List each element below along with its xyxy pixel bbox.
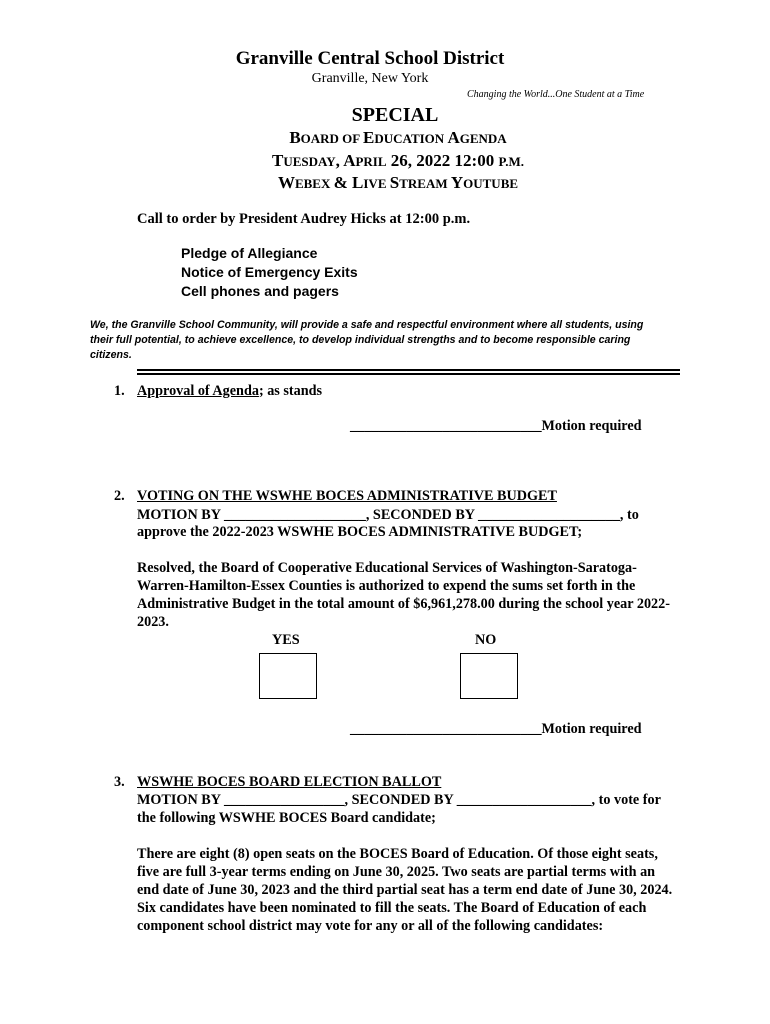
item1-rest: ; as stands	[258, 383, 323, 399]
item2-number: 2.	[114, 488, 125, 504]
item2-resolved-3: Administrative Budget in the total amount of $6,961,278.00 during the school year 2022-	[137, 596, 670, 612]
item3-body-3: end date of June 30, 2023 and the third partial seat has a term end date of June 30, 2024.	[137, 882, 673, 898]
district-title: Granville Central School District	[235, 48, 505, 69]
item2-title: VOTING ON THE WSWHE BOCES ADMINISTRATIVE BUDGET	[137, 488, 557, 504]
item3-motion-line: MOTION BY _________________, SECONDED BY ___________________, to vote for	[137, 792, 661, 808]
item1-heading	[137, 383, 322, 400]
item3-candidate-line: the following WSWHE BOCES Board candidate;	[137, 810, 436, 826]
item3-body-2: five are full 3-year terms ending on June 30, 2025. Two seats are partial terms with an	[137, 864, 656, 880]
yes-checkbox[interactable]	[259, 653, 317, 699]
no-checkbox[interactable]	[460, 653, 518, 699]
opening-item-pledge: Pledge of Allegiance	[181, 245, 318, 261]
opening-item-exits: Notice of Emergency Exits	[181, 264, 358, 280]
divider-top	[137, 369, 680, 371]
mission-line-1: We, the Granville School Community, will provide a safe and respectful environment where all students, using	[90, 319, 644, 331]
item2-motion-required: ___________________________Motion required	[350, 721, 642, 737]
item2-resolved-1: Resolved, the Board of Cooperative Educational Services of Washington-Saratoga-	[137, 560, 637, 576]
opening-item-phones: Cell phones and pagers	[181, 283, 339, 299]
item3-title: WSWHE BOCES BOARD ELECTION BALLOT	[137, 774, 442, 790]
item1-number: 1.	[114, 383, 125, 399]
district-motto: Changing the World...One Student at a Time	[467, 89, 645, 100]
special-heading: SPECIAL	[351, 104, 439, 126]
no-label: NO	[475, 632, 497, 648]
mission-line-2: their full potential, to achieve excellence, to develop individual strengths and to become responsible caring	[90, 334, 631, 346]
agenda-title: BOARD OF EDUCATION AGENDA	[289, 128, 507, 147]
item2-motion-line: MOTION BY ____________________, SECONDED BY ____________________, to	[137, 507, 639, 523]
item3-number: 3.	[114, 774, 125, 790]
item2-approve-line: approve the 2022-2023 WSWHE BOCES ADMINISTRATIVE BUDGET;	[137, 524, 583, 540]
yes-label: YES	[272, 632, 300, 648]
district-location: Granville, New York	[311, 71, 429, 86]
call-to-order: Call to order by President Audrey Hicks at 12:00 p.m.	[137, 211, 471, 227]
item1-motion-required: ___________________________Motion required	[350, 418, 642, 434]
item3-body-4: Six candidates have been nominated to fill the seats. The Board of Education of each	[137, 900, 647, 916]
item3-body-1: There are eight (8) open seats on the BOCES Board of Education. Of those eight seats,	[137, 846, 658, 862]
item3-body-5: component school district may vote for any or all of the following candidates:	[137, 918, 604, 934]
item2-resolved-4: 2023.	[137, 614, 169, 630]
mission-line-3: citizens.	[90, 349, 132, 361]
meeting-venue: WEBEX & LIVE STREAM YOUTUBE	[277, 173, 519, 192]
item1-title: Approval of Agenda	[137, 383, 259, 399]
divider-bottom	[137, 373, 680, 375]
item2-resolved-2: Warren-Hamilton-Essex Counties is authorized to expend the sums set forth in the	[137, 578, 636, 594]
meeting-date: TUESDAY, APRIL 26, 2022 12:00 P.M.	[272, 151, 524, 170]
